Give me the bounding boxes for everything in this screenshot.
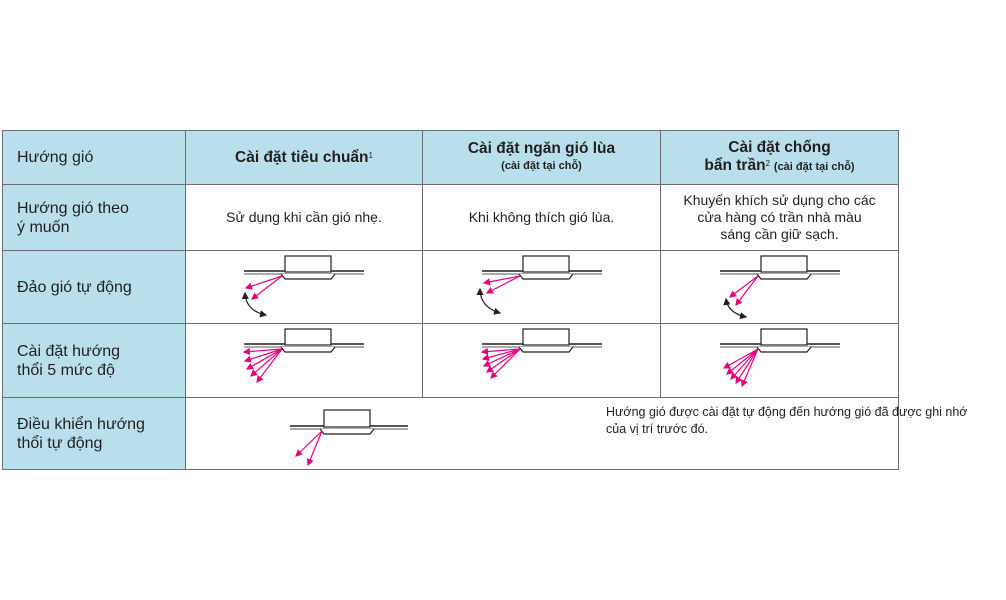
row-preferred-direction <box>3 185 899 251</box>
five-level-standard-diagram <box>224 324 384 396</box>
header-ceiling-soiling-prevention <box>661 131 899 185</box>
row2-col2 <box>423 251 661 324</box>
row4-label-line2: thổi tự động <box>17 434 103 452</box>
header-col3-sub: (cài đặt tại chỗ) <box>773 161 855 173</box>
row3-label-line1: Cài đặt hướng <box>17 342 121 360</box>
note-line1: Hướng gió được cài đặt tự động đến hướng gió đã được ghi nhớ <box>606 405 968 419</box>
row4-merged-cell <box>186 398 968 470</box>
row4-label-line1: Điều khiển hướng <box>17 415 145 433</box>
header-standard-setting <box>186 131 423 185</box>
row3-label-line2: thổi 5 mức độ <box>17 361 115 379</box>
row3-col1 <box>186 324 423 398</box>
five-level-draft-prevention-diagram <box>462 324 622 396</box>
row1-col2-text: Khi không thích gió lùa. <box>468 209 615 225</box>
row1-col2 <box>423 185 661 251</box>
header-col2-sub: (cài đặt tại chỗ) <box>501 160 582 172</box>
row-auto-control <box>3 398 899 470</box>
row-label <box>3 251 186 324</box>
row3-col2 <box>423 324 661 398</box>
header-col2-title: Cài đặt ngăn gió lùa <box>467 140 616 157</box>
header-col3-title2: bẩn trần <box>704 157 766 174</box>
row1-col1-text: Sử dụng khi cần gió nhẹ. <box>226 209 382 225</box>
row2-col1 <box>186 251 423 324</box>
footnote-1: 1 <box>368 150 373 160</box>
swing-draft-prevention-diagram <box>462 251 622 323</box>
row-label <box>3 324 186 398</box>
table-header-row <box>3 131 899 185</box>
swing-ceiling-soiling-diagram <box>700 251 860 323</box>
row-label <box>3 185 186 251</box>
five-level-ceiling-soiling-diagram <box>700 324 860 396</box>
row1-col3 <box>661 185 899 251</box>
row1-label-line1: Hướng gió theo <box>17 199 129 217</box>
row-auto-swing <box>3 251 899 324</box>
row1-col1 <box>186 185 423 251</box>
airflow-direction-table <box>2 130 968 470</box>
header-draft-prevention <box>423 131 661 185</box>
header-airflow-direction <box>3 131 186 185</box>
row2-col3 <box>661 251 899 324</box>
row1-col3-line2: cửa hàng có trần nhà màu <box>697 209 862 225</box>
auto-control-note <box>606 404 1006 438</box>
header-col1-title: Cài đặt tiêu chuẩn <box>235 148 369 166</box>
auto-control-diagram <box>286 398 416 470</box>
row1-col3-line3: sáng cần giữ sạch. <box>720 226 839 242</box>
header-col3-title1: Cài đặt chống <box>728 139 831 156</box>
row1-label-line2: ý muốn <box>17 218 70 236</box>
row-label <box>3 398 186 470</box>
row1-col3-line1: Khuyến khích sử dụng cho các <box>683 192 876 208</box>
row-five-level <box>3 324 899 398</box>
header-col0-text: Hướng gió <box>17 149 94 166</box>
row2-label: Đảo gió tự động <box>17 278 132 296</box>
row3-col3 <box>661 324 899 398</box>
swing-standard-diagram <box>224 251 384 323</box>
note-line2: của vị trí trước đó. <box>606 422 709 436</box>
footnote-2: 2 <box>765 159 771 168</box>
